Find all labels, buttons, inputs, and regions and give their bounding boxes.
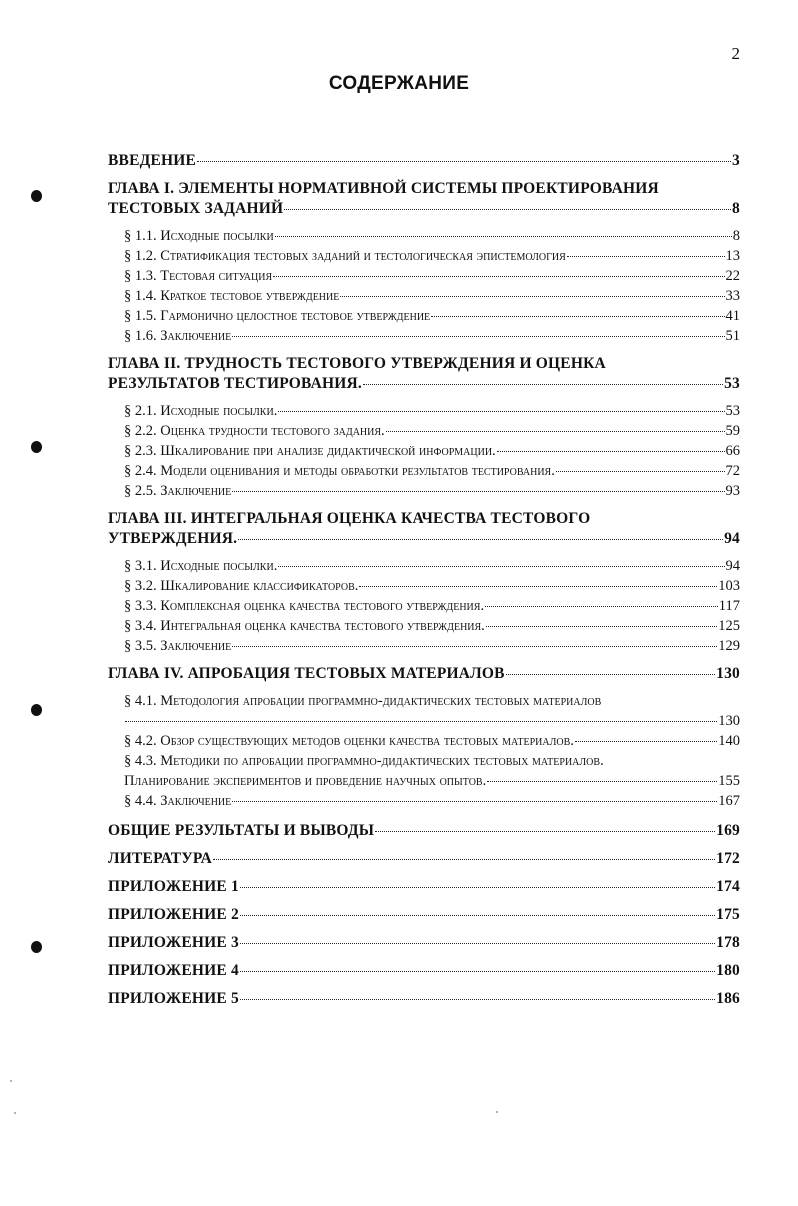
toc-entry-page: 53	[724, 375, 740, 392]
toc-section-2-5[interactable]	[108, 481, 740, 501]
dot-leader	[340, 296, 724, 297]
punch-hole-mark	[31, 441, 42, 453]
toc-entry-page: 167	[718, 793, 740, 809]
toc-chapter-title[interactable]: ГЛАВА III. ИНТЕГРАЛЬНАЯ ОЦЕНКА КАЧЕСТВА ТЕСТОВОГО	[108, 510, 591, 527]
toc-entry-label: ВВЕДЕНИЕ	[108, 152, 197, 169]
toc-entry-page: 174	[716, 878, 740, 895]
toc-section-2-3[interactable]	[108, 441, 740, 461]
toc-entry-label: ЛИТЕРАТУРА	[108, 850, 212, 867]
toc-chapter-1	[108, 179, 740, 346]
toc-section-4-3[interactable]: § 4.3. Методики по апробации программно-дидактических тестовых материалов.	[124, 753, 604, 769]
page-title: СОДЕРЖАНИЕ	[328, 73, 470, 94]
toc-entry-page: 180	[716, 962, 740, 979]
toc-section-2-4[interactable]	[108, 461, 740, 481]
dot-leader	[232, 491, 724, 492]
toc-chapter-2	[108, 354, 740, 501]
toc-section-2-2[interactable]	[108, 421, 740, 441]
toc-entry-page: 8	[732, 200, 740, 217]
toc-entry-page: 172	[716, 850, 740, 867]
toc-entry-label: ПРИЛОЖЕНИЕ 2	[108, 906, 239, 923]
toc-entry-page: 125	[718, 618, 740, 634]
toc-section-3-2[interactable]	[108, 576, 740, 596]
dot-leader	[238, 539, 723, 540]
toc-entry-page: 103	[718, 578, 740, 594]
toc-section-4-4[interactable]	[108, 791, 740, 811]
toc-entry-label: § 1.6. Заключение	[124, 328, 232, 344]
toc-section-1-5[interactable]	[108, 306, 740, 326]
toc-entry-page: 94	[725, 558, 740, 574]
toc-entry-label: § 4.2. Обзор существующих методов оценки качества тестовых материалов.	[124, 733, 574, 749]
toc-chapter-title[interactable]: ГЛАВА I. ЭЛЕМЕНТЫ НОРМАТИВНОЙ СИСТЕМЫ ПРОЕКТИРОВАНИЯ	[108, 180, 659, 197]
toc-section-4-2[interactable]	[108, 731, 740, 751]
toc-section-3-3[interactable]	[108, 596, 740, 616]
dot-leader	[125, 721, 717, 722]
toc-entry-page: 33	[725, 288, 740, 304]
dot-leader	[359, 586, 717, 587]
toc-section-4-1-end[interactable]	[108, 711, 740, 731]
toc-entry-label: § 1.1. Исходные посылки	[124, 228, 274, 244]
toc-entry-appendix-5[interactable]	[108, 989, 740, 1009]
toc-entry-label: § 3.2. Шкалирование классификаторов.	[124, 578, 359, 594]
toc-chapter-4	[108, 664, 740, 811]
toc-section-2-1[interactable]	[108, 401, 740, 421]
dot-leader	[240, 999, 715, 1000]
toc-entry-label: УТВЕРЖДЕНИЯ.	[108, 530, 238, 547]
toc-entry-label: § 1.2. Стратификация тестовых заданий и тестологическая эпистемология	[124, 248, 566, 264]
toc-chapter-3	[108, 509, 740, 656]
dot-leader	[485, 606, 718, 607]
toc-entry-page: 41	[725, 308, 740, 324]
dot-leader	[273, 276, 724, 277]
dot-leader	[213, 859, 715, 860]
toc-chapter-title[interactable]	[108, 664, 740, 684]
toc-entry-label: § 1.4. Краткое тестовое утверждение	[124, 288, 340, 304]
toc-entry-page: 66	[725, 443, 740, 459]
dot-leader	[197, 161, 731, 162]
toc-chapter-title-end[interactable]	[108, 374, 740, 394]
toc-section-1-3[interactable]	[108, 266, 740, 286]
toc-entry-page: 155	[718, 773, 740, 789]
dot-leader	[375, 831, 715, 832]
toc-entry-page: 130	[718, 713, 740, 729]
toc-section-1-6[interactable]	[108, 326, 740, 346]
toc-section-list	[108, 691, 740, 811]
toc-entry-label: § 2.3. Шкалирование при анализе дидактической информации.	[124, 443, 496, 459]
toc-section-1-4[interactable]	[108, 286, 740, 306]
dot-leader	[431, 316, 724, 317]
dot-leader	[486, 626, 717, 627]
dot-leader	[556, 471, 725, 472]
dot-leader	[278, 566, 724, 567]
toc-entry-label: § 3.5. Заключение	[124, 638, 232, 654]
dot-leader	[232, 801, 717, 802]
dot-leader	[232, 646, 717, 647]
toc-entry-page: 8	[732, 228, 740, 244]
toc-entry-appendix-3[interactable]	[108, 933, 740, 953]
toc-entry-page: 3	[732, 152, 740, 169]
toc-entry-appendix-4[interactable]	[108, 961, 740, 981]
toc-entry-label: § 2.2. Оценка трудности тестового задания.	[124, 423, 385, 439]
toc-entry-label: § 2.4. Модели оценивания и методы обработки результатов тестирования.	[124, 463, 555, 479]
dot-leader	[240, 971, 715, 972]
toc-entry-label: § 3.3. Комплексная оценка качества тестового утверждения.	[124, 598, 485, 614]
toc-entry-page: 22	[725, 268, 740, 284]
toc-entry-page: 59	[725, 423, 740, 439]
toc-chapter-title-end[interactable]	[108, 529, 740, 549]
toc-entry-label: § 3.4. Интегральная оценка качества тестового утверждения.	[124, 618, 485, 634]
dot-leader	[487, 781, 717, 782]
scan-speck	[14, 1112, 16, 1114]
toc-final-list	[108, 821, 740, 1009]
scan-speck	[10, 1080, 12, 1082]
toc-entry-results[interactable]	[108, 821, 740, 841]
toc-section-1-2[interactable]	[108, 246, 740, 266]
toc-entry-page: 169	[716, 822, 740, 839]
toc-entry-page: 53	[725, 403, 740, 419]
dot-leader	[275, 236, 732, 237]
toc-entry-label: Планирование экспериментов и проведение научных опытов.	[124, 773, 487, 789]
dot-leader	[567, 256, 725, 257]
dot-leader	[240, 943, 715, 944]
toc-entry-label: ТЕСТОВЫХ ЗАДАНИЙ	[108, 200, 284, 217]
toc-entry-appendix-1[interactable]	[108, 877, 740, 897]
dot-leader	[575, 741, 717, 742]
toc-entry-label: ПРИЛОЖЕНИЕ 3	[108, 934, 239, 951]
toc-entry-label: § 4.4. Заключение	[124, 793, 232, 809]
toc-entry-label: § 1.5. Гармонично целостное тестовое утверждение	[124, 308, 431, 324]
toc-section-4-1[interactable]: § 4.1. Методология апробации программно-дидактических тестовых материалов	[124, 693, 602, 709]
dot-leader	[284, 209, 731, 210]
toc-entry-page: 140	[718, 733, 740, 749]
toc-section-list	[108, 226, 740, 346]
dot-leader	[232, 336, 724, 337]
dot-leader	[497, 451, 725, 452]
punch-hole-mark	[31, 704, 42, 716]
toc-entry-label: § 2.5. Заключение	[124, 483, 232, 499]
toc-entry-label: РЕЗУЛЬТАТОВ ТЕСТИРОВАНИЯ.	[108, 375, 362, 392]
toc-section-3-4[interactable]	[108, 616, 740, 636]
dot-leader	[240, 887, 715, 888]
toc-section-4-3-end[interactable]	[108, 771, 740, 791]
toc-chapter-title-end[interactable]	[108, 199, 740, 219]
toc-section-1-1[interactable]	[108, 226, 740, 246]
toc-entry-label: ПРИЛОЖЕНИЕ 4	[108, 962, 239, 979]
toc-entry-page: 94	[724, 530, 740, 547]
toc-entry-appendix-2[interactable]	[108, 905, 740, 925]
toc-entry-page: 72	[725, 463, 740, 479]
punch-hole-mark	[31, 941, 42, 953]
scan-speck	[496, 1111, 498, 1113]
toc-section-3-1[interactable]	[108, 556, 740, 576]
toc-entry-label: ПРИЛОЖЕНИЕ 1	[108, 878, 239, 895]
toc-entry-label: § 3.1. Исходные посылки.	[124, 558, 278, 574]
toc-entry-introduction[interactable]	[108, 151, 740, 171]
toc-section-list	[108, 401, 740, 501]
toc-entry-label: § 1.3. Тестовая ситуация	[124, 268, 273, 284]
dot-leader	[386, 431, 725, 432]
toc-section-list	[108, 556, 740, 656]
toc-entry-page: 186	[716, 990, 740, 1007]
toc-entry-label: ОБЩИЕ РЕЗУЛЬТАТЫ И ВЫВОДЫ	[108, 822, 375, 839]
toc-entry-page: 175	[716, 906, 740, 923]
dot-leader	[506, 674, 715, 675]
toc-entry-literature[interactable]	[108, 849, 740, 869]
dot-leader	[240, 915, 715, 916]
toc-entry-page: 178	[716, 934, 740, 951]
toc-chapter-title[interactable]: ГЛАВА II. ТРУДНОСТЬ ТЕСТОВОГО УТВЕРЖДЕНИЯ И ОЦЕНКА	[108, 355, 606, 372]
page-number: 2	[731, 44, 740, 63]
dot-leader	[363, 384, 723, 385]
toc-entry-label: § 2.1. Исходные посылки.	[124, 403, 278, 419]
table-of-contents	[108, 148, 740, 1017]
toc-entry-page: 129	[718, 638, 740, 654]
toc-entry-page: 130	[716, 665, 740, 682]
toc-entry-page: 51	[725, 328, 740, 344]
punch-hole-mark	[31, 190, 42, 202]
toc-entry-page: 117	[718, 598, 740, 614]
toc-entry-page: 13	[725, 248, 740, 264]
toc-entry-page: 93	[725, 483, 740, 499]
toc-entry-label: ПРИЛОЖЕНИЕ 5	[108, 990, 239, 1007]
toc-entry-label: ГЛАВА IV. АПРОБАЦИЯ ТЕСТОВЫХ МАТЕРИАЛОВ	[108, 665, 505, 682]
toc-section-3-5[interactable]	[108, 636, 740, 656]
dot-leader	[278, 411, 724, 412]
